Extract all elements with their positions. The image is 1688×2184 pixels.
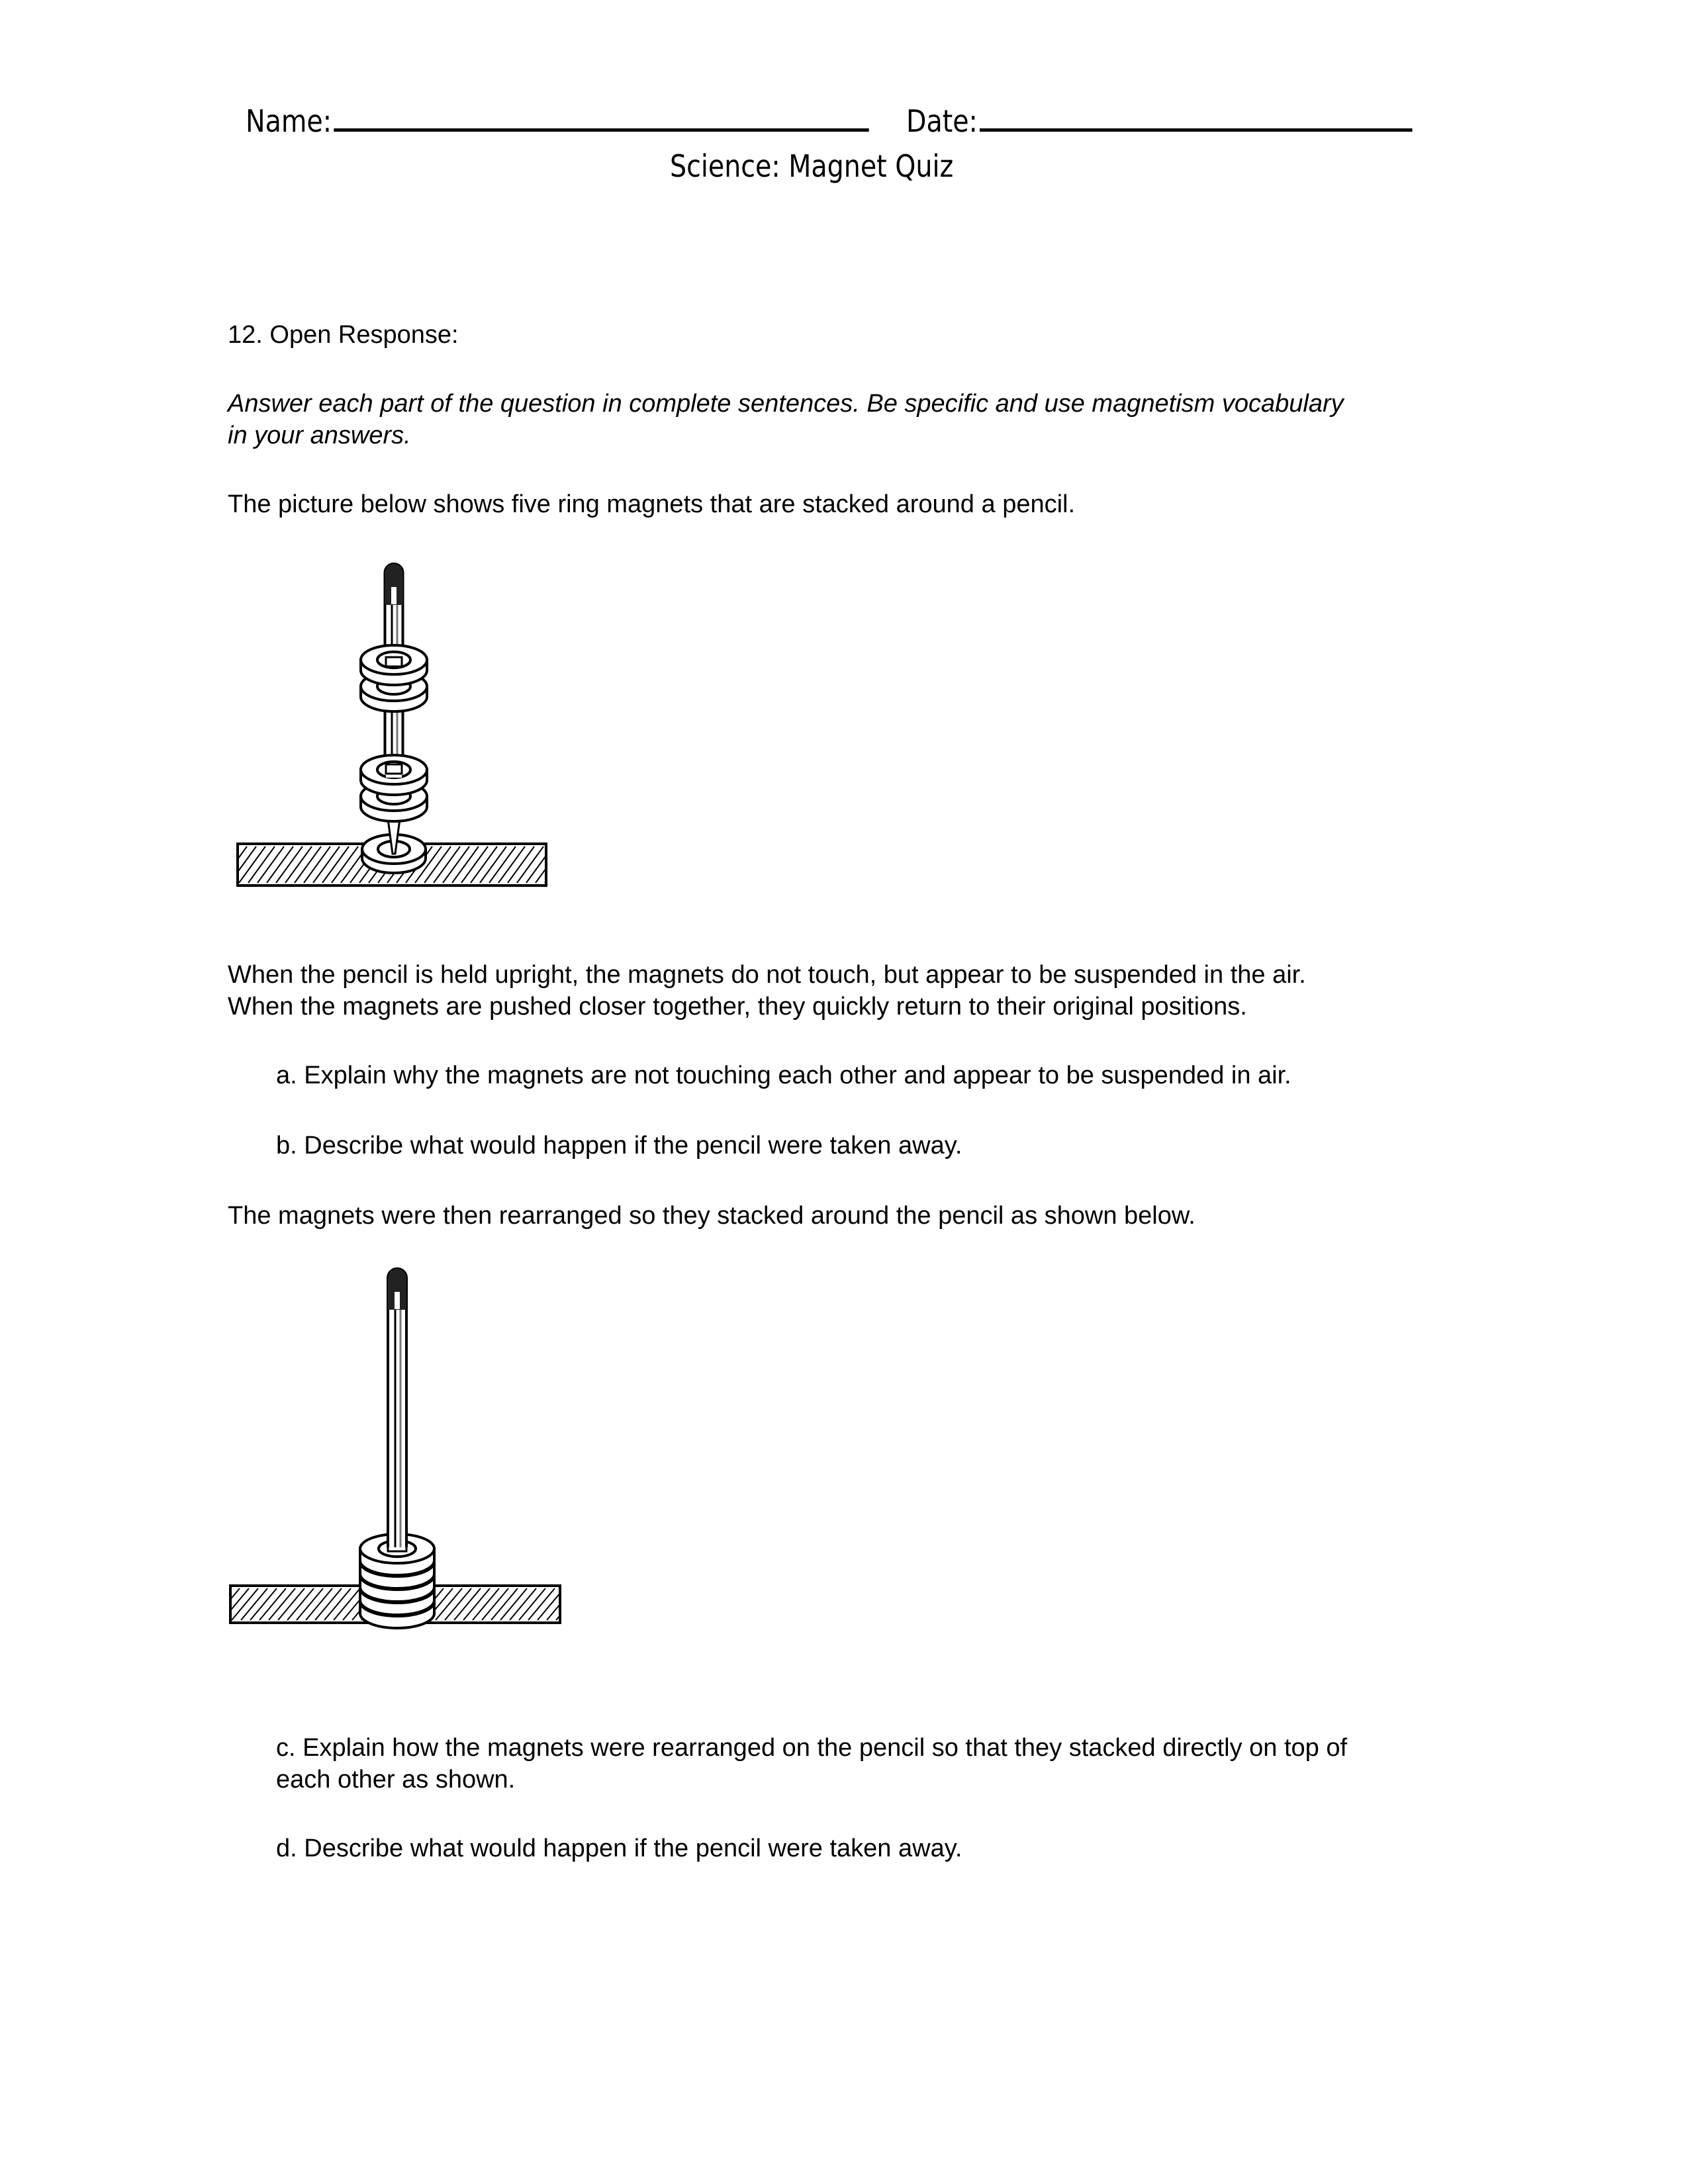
date-blank[interactable] xyxy=(980,128,1413,132)
date-field[interactable] xyxy=(906,103,1413,139)
pencil-body xyxy=(388,1269,406,1547)
eraser-highlight xyxy=(391,587,397,604)
instructions-line-1: Answer each part of the question in complete sentences. Be specific and use magnetism vocabulary xyxy=(228,390,1344,418)
name-label: Name: xyxy=(246,103,332,139)
part-b: b. Describe what would happen if the pencil were taken away. xyxy=(276,1132,962,1160)
observation-line-2: When the magnets are pushed closer together, they quickly return to their original positions. xyxy=(228,993,1247,1021)
name-blank[interactable] xyxy=(334,128,868,132)
observation-line-1: When the pencil is held upright, the magnets do not touch, but appear to be suspended in the air. xyxy=(228,961,1306,989)
instructions-line-2: in your answers. xyxy=(228,422,411,449)
intro-text: The picture below shows five ring magnets that are stacked around a pencil. xyxy=(228,490,1076,518)
part-c-line-2: each other as shown. xyxy=(276,1766,516,1794)
part-a: a. Explain why the magnets are not touching each other and appear to be suspended in air. xyxy=(276,1062,1291,1089)
eraser-highlight xyxy=(395,1292,400,1309)
figure-suspended-magnets xyxy=(225,543,569,900)
name-field[interactable] xyxy=(246,103,869,139)
date-label: Date: xyxy=(906,103,978,139)
figure-stacked-magnets xyxy=(218,1257,576,1635)
page-title: Science: Magnet Quiz xyxy=(670,148,954,184)
rearranged-intro: The magnets were then rearranged so they stacked around the pencil as shown below. xyxy=(228,1202,1196,1230)
pencil-through-ring xyxy=(386,657,402,666)
part-c-line-1: c. Explain how the magnets were rearranged on the pencil so that they stacked directly on top of xyxy=(276,1734,1348,1762)
pencil-through-ring xyxy=(386,764,402,774)
question-number: 12. Open Response: xyxy=(228,321,459,349)
part-d: d. Describe what would happen if the pencil were taken away. xyxy=(276,1835,962,1862)
